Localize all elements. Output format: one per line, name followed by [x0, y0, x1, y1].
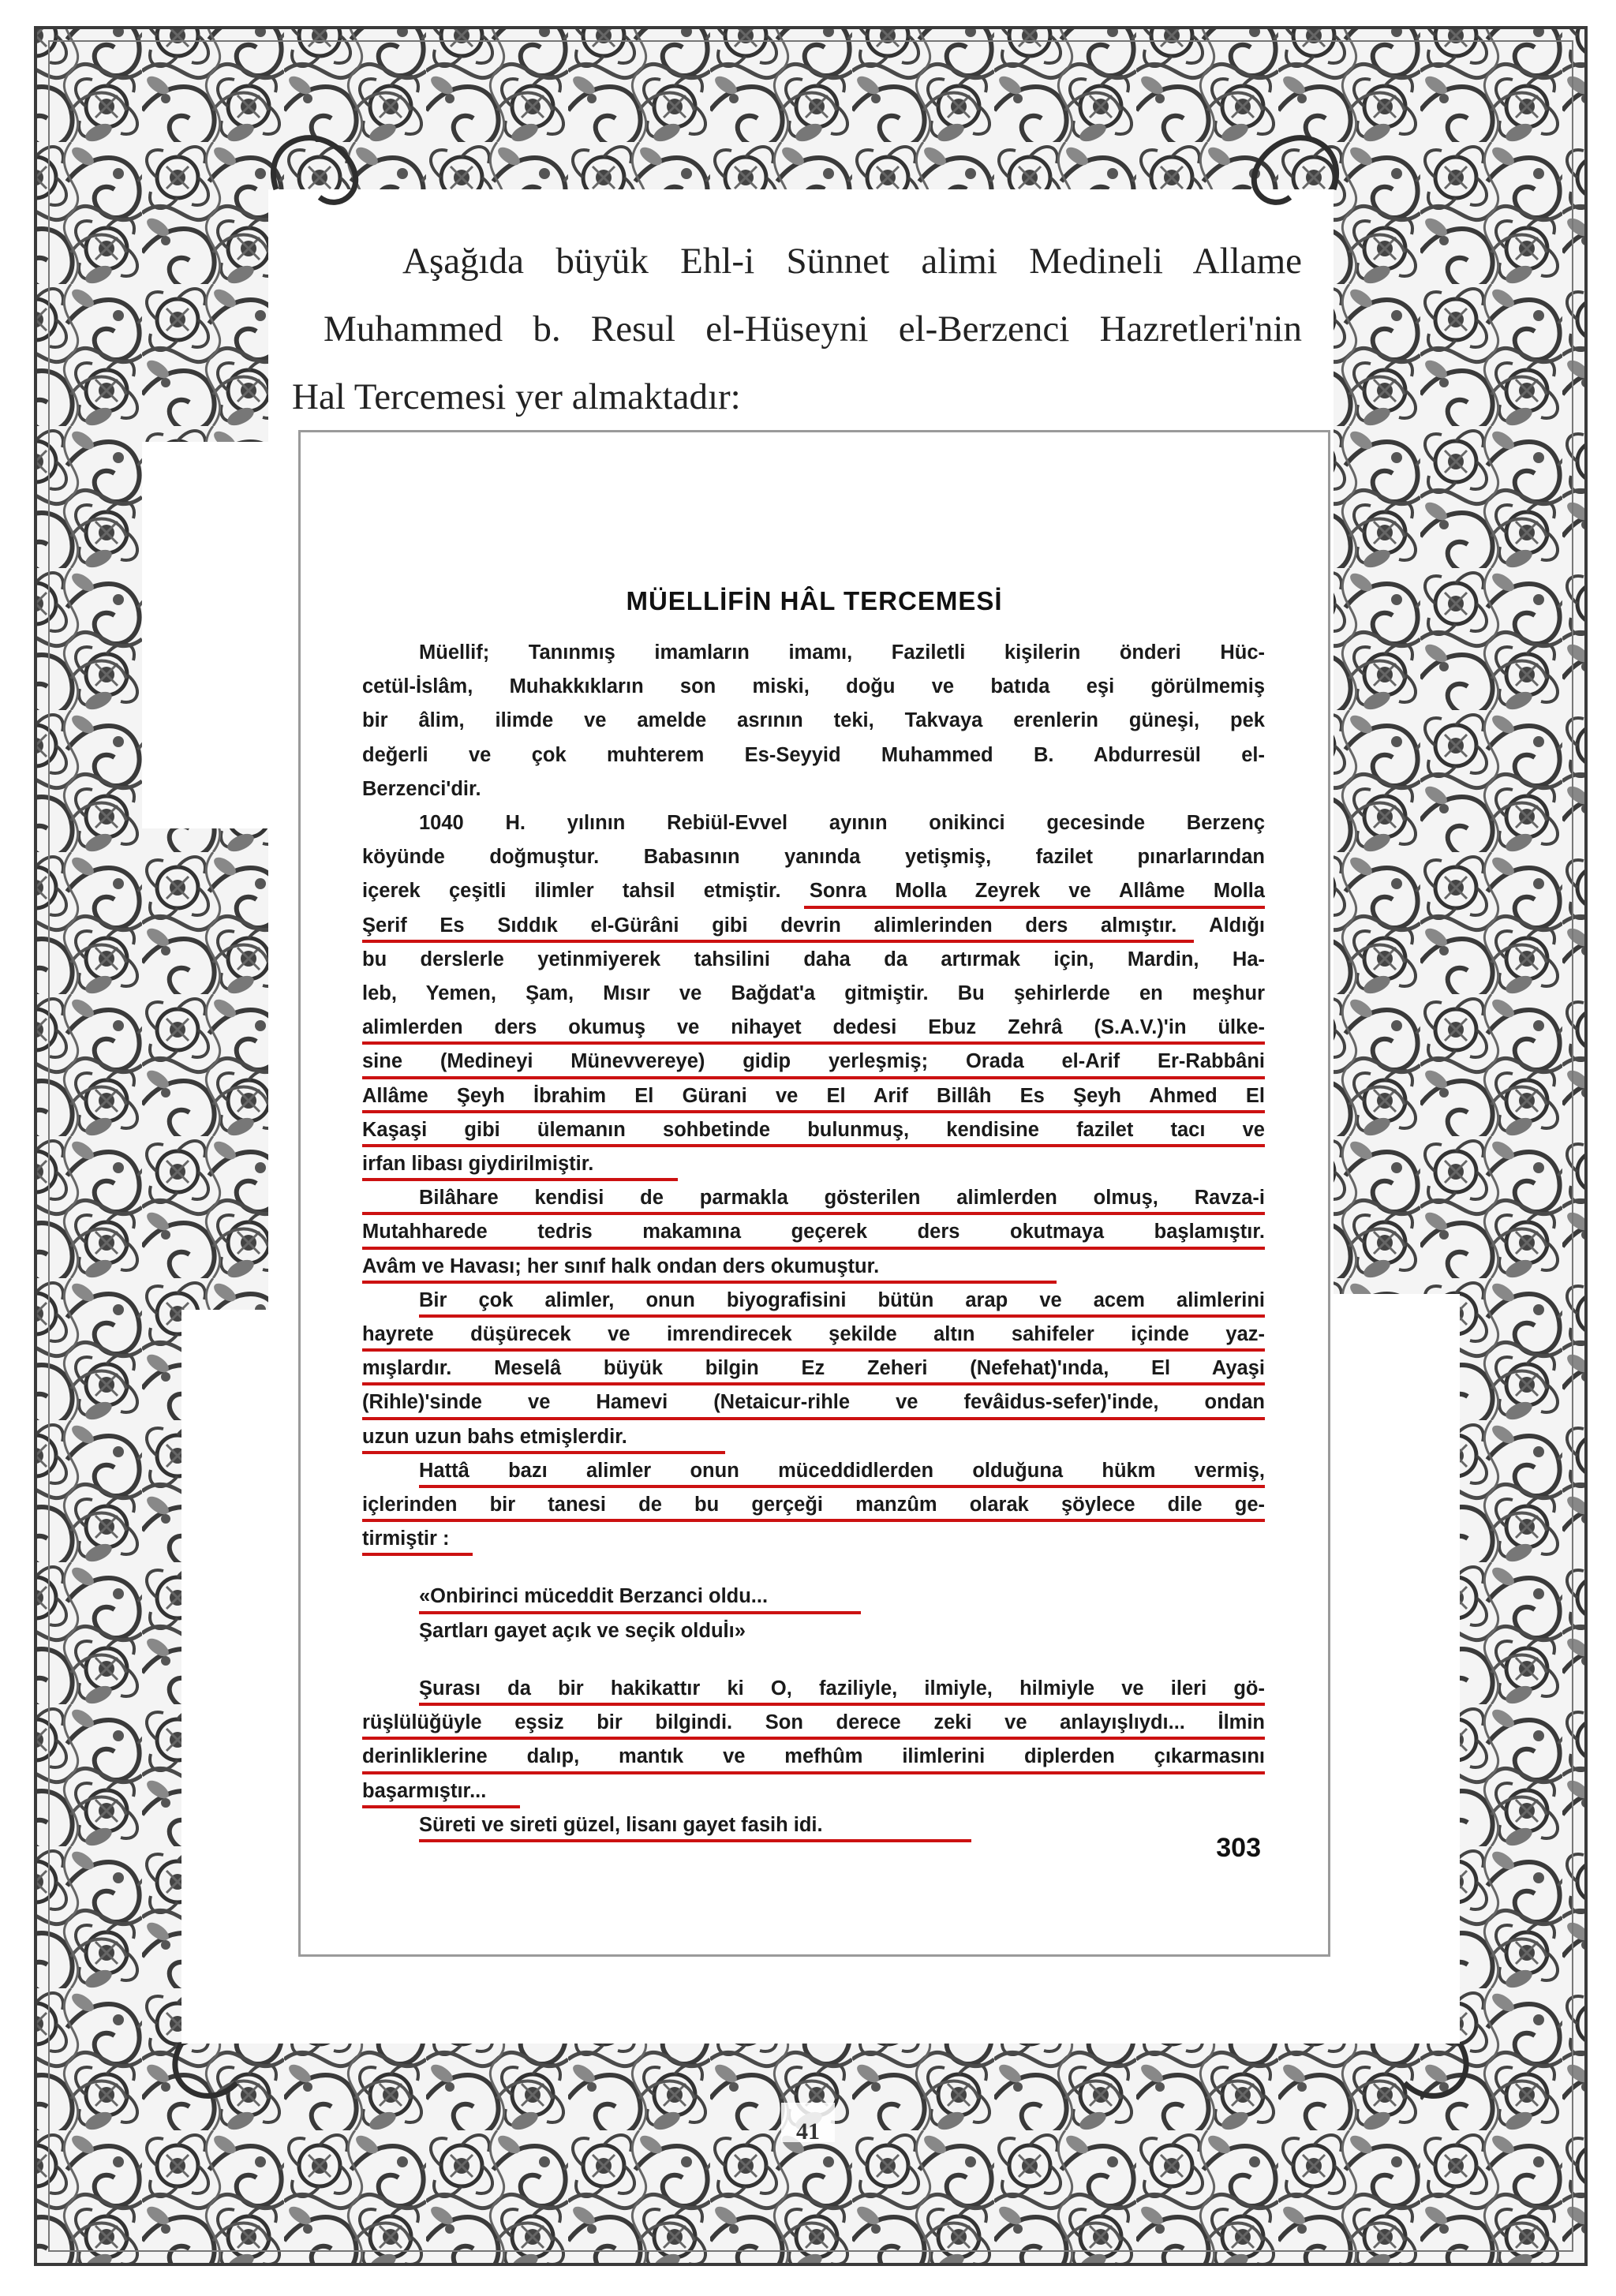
scanned-page	[298, 430, 1330, 1957]
scan-line: leb, Yemen, Şam, Mısır ve Bağdat'a gitmiştir. Bu şehirlerde en meşhur	[362, 982, 1265, 1005]
scan-line: (Rihle)'sinde ve Hamevi (Netaicur-rihle ve fevâidus-sefer)'inde, ondan	[362, 1385, 1265, 1419]
scan-line: Berzenci'dir.	[362, 777, 481, 800]
scan-line: sine (Medineyi Münevvereye) gidip yerleşmiş; Orada el-Arif Er-Rabbâni	[362, 1045, 1265, 1079]
intro-line: Hal Tercemesi yer almaktadır:	[292, 376, 741, 417]
scan-line: rüşlülüğüyle eşsiz bir bilgindi. Son derece zeki ve anlayışlıydı... İlmin	[362, 1706, 1265, 1740]
scan-line: Şurası da bir hakikattır ki O, faziliyle, ilmiyle, hilmiyle ve ileri gö-	[362, 1672, 1265, 1706]
scan-line: Avâm ve Havası; her sınıf halk ondan ders okumuştur.	[362, 1250, 1265, 1284]
scan-line: Süreti ve sireti güzel, lisanı gayet fasih idi.	[362, 1808, 1265, 1842]
scan-line: irfan libası giydirilmiştir.	[362, 1147, 1265, 1181]
scan-line: Kaşaşi gibi ülemanın sohbetinde bulunmuş, kendisine fazilet tacı ve	[362, 1113, 1265, 1147]
scan-line: Müellif; Tanınmış imamların imamı, Faziletli kişilerin önderi Hüc-	[419, 641, 1265, 664]
scan-line: hayrete düşürecek ve imrendirecek şekilde altın sahifeler içinde yaz-	[362, 1318, 1265, 1352]
scan-line: Şerif Es Sıddık el-Gürâni gibi devrin alimlerinden ders almıştır. Aldığı	[362, 909, 1265, 943]
scan-line: uzun uzun bahs etmişlerdir.	[362, 1420, 1265, 1454]
intro-line: Muhammed b. Resul el-Hüseyni el-Berzenci Hazretleri'nin	[324, 309, 1302, 350]
scan-line: değerli ve çok muhterem Es-Seyyid Muhammed B. Abdurresül el-	[362, 743, 1265, 766]
scan-line: bu derslerle yetinmiyerek tahsilini daha da artırmak için, Mardin, Ha-	[362, 948, 1265, 970]
scan-line: cetül-İslâm, Muhakkıkların son miski, doğu ve batıda eşi görülmemiş	[362, 675, 1265, 698]
scan-line: 1040 H. yılının Rebiül-Evvel ayının onikinci gecesinde Berzenç	[419, 812, 1265, 835]
scan-line: Mutahharede tedris makamına geçerek ders okutmaya başlamıştır.	[362, 1215, 1265, 1249]
intro-paragraph	[292, 227, 1302, 431]
scan-title: MÜELLİFİN HÂL TERCEMESİ	[626, 586, 1003, 615]
poem-line: «Onbirinci müceddit Berzanci oldu...	[362, 1580, 1265, 1614]
page-number: 41	[796, 2118, 820, 2145]
intro-line: Aşağıda büyük Ehl-i Sünnet alimi Medineli Allame	[402, 241, 1302, 282]
scan-line: Hattâ bazı alimler onun müceddidlerden olduğuna hükm vermiş,	[362, 1454, 1265, 1488]
scan-line: derinliklerine dalıp, mantık ve mefhûm ilimlerini diplerden çıkarmasını	[362, 1740, 1265, 1774]
scan-line: köyünde doğmuştur. Babasının yanında yetişmiş, fazilet pınarlarından	[362, 846, 1265, 869]
scan-line: alimlerden ders okumuş ve nihayet dedesi Ebuz Zehrâ (S.A.V.)'in ülke-	[362, 1011, 1265, 1045]
scan-line: başarmıştır...	[362, 1774, 1265, 1808]
scan-line: Bilâhare kendisi de parmakla gösterilen alimlerden olmuş, Ravza-i	[362, 1181, 1265, 1215]
red-underline	[362, 1553, 473, 1556]
scan-body	[362, 636, 1265, 1842]
scan-line: içlerinden bir tanesi de bu gerçeği manzûm olarak şöylece dile ge-	[362, 1488, 1265, 1522]
red-underline	[419, 1839, 971, 1842]
scan-page-number: 303	[1216, 1833, 1261, 1863]
scan-line: mışlardır. Meselâ büyük bilgin Ez Zeheri (Nefehat)'ında, El Ayaşi	[362, 1352, 1265, 1385]
scan-line: tirmiştir :	[362, 1522, 1265, 1556]
scan-line: Bir çok alimler, onun biyografisini bütün arap ve acem alimlerini	[362, 1284, 1265, 1318]
poem-line: Şartları gayet açık ve seçik olduİı»	[419, 1619, 746, 1642]
scan-line: Allâme Şeyh İbrahim El Gürani ve El Arif Billâh Es Şeyh Ahmed El	[362, 1079, 1265, 1113]
scan-line: bir âlim, ilimde ve amelde asrının teki, Takvaya erenlerin güneşi, pek	[362, 709, 1265, 732]
scan-line: içerek çeşitli ilimler tahsil etmiştir. Sonra Molla Zeyrek ve Allâme Molla	[362, 874, 1265, 908]
